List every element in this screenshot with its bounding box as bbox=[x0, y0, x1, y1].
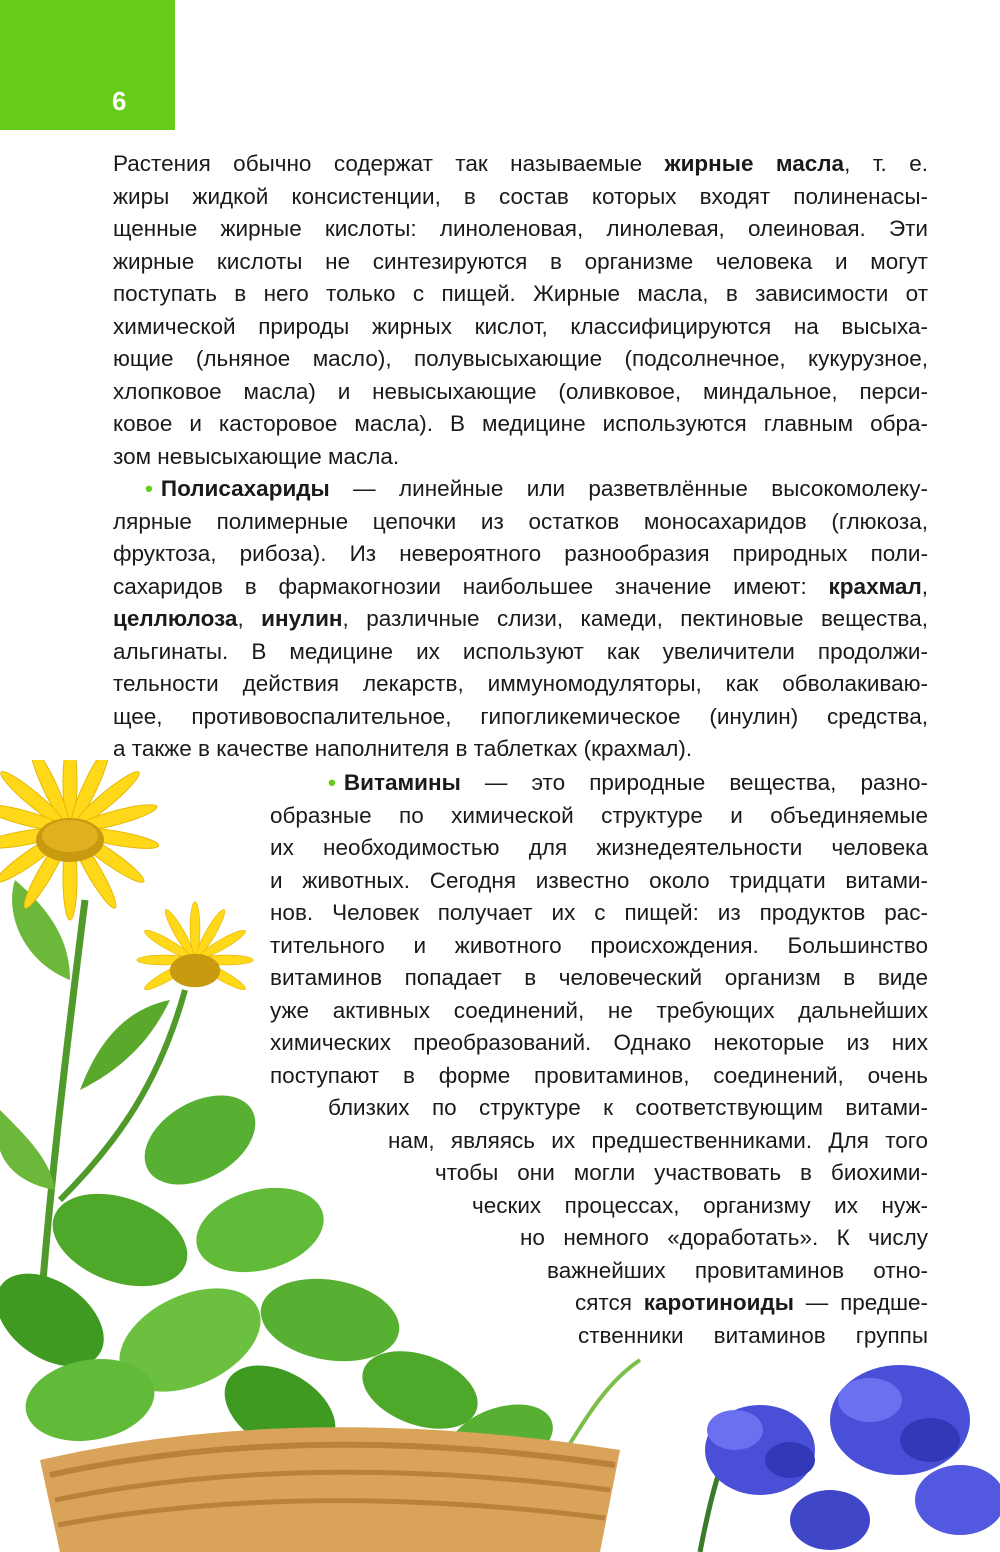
leaf-icon bbox=[12, 880, 70, 980]
plants-illustration bbox=[0, 760, 1000, 1552]
leaf-icon bbox=[0, 1110, 55, 1190]
text-line: поступают в форме провитаминов, соединений, очень bbox=[270, 1062, 928, 1088]
bold-term: Полисахариды bbox=[160, 476, 330, 501]
text-line: образные по химической структуре и объединяемые bbox=[270, 802, 928, 828]
text-line: ющие (льняное масло), полувысыхающие (подсолнечное, кукурузное, bbox=[113, 346, 928, 371]
text-line: но немного «доработать». К числу bbox=[520, 1225, 928, 1250]
text-line: зом невысыхающие масла. bbox=[113, 443, 400, 469]
text-line: ческих процессах, организму их нуж- bbox=[472, 1192, 928, 1218]
bullet-icon: • bbox=[328, 770, 336, 795]
text-line: щенные жирные кислоты: линоленовая, линолевая, олеиновая. Эти bbox=[113, 216, 928, 241]
basket-icon bbox=[40, 1427, 620, 1552]
text-line: тельности действия лекарств, иммуномодуляторы, как обволакиваю- bbox=[113, 671, 928, 696]
paragraph-fatty-oils bbox=[113, 148, 928, 473]
bold-term: каротиноиды bbox=[643, 1290, 794, 1315]
page-number: 6 bbox=[112, 86, 127, 116]
text-line: ковое и касторовое масла). В медицине используются главным обра- bbox=[113, 411, 928, 436]
text-line: поступать в него только с пищей. Жирные масла, в зависимости от bbox=[113, 281, 928, 306]
page-number-tab bbox=[0, 0, 175, 130]
bold-term: инулин bbox=[261, 606, 343, 631]
bold-term: жирные масла bbox=[664, 151, 845, 176]
text-line: целлюлоза, инулин, различные слизи, камеди, пектиновые вещества, bbox=[113, 606, 928, 631]
text-line: важнейших провитаминов отно- bbox=[547, 1257, 928, 1283]
text-line: сятся каротиноиды — предше- bbox=[575, 1290, 929, 1315]
text-line: щее, противовоспалительное, гипогликемическое (инулин) средства, bbox=[113, 703, 928, 729]
text-line: тительного и животного происхождения. Большинство bbox=[270, 932, 928, 958]
text-line: а также в качестве наполнителя в таблетках (крахмал). bbox=[113, 736, 693, 761]
text-line: чтобы они могли участвовать в биохими- bbox=[435, 1160, 928, 1185]
text-line: уже активных соединений, не требующих дальнейших bbox=[270, 997, 928, 1023]
blue-flower-icon bbox=[700, 1365, 1000, 1552]
text-line: • Полисахариды — линейные или разветвлённые высокомолеку- bbox=[145, 476, 928, 501]
text-line: химической природы жирных кислот, классифицируются на высыха- bbox=[113, 313, 928, 339]
bullet-icon: • bbox=[145, 476, 153, 501]
text-line: нов. Человек получает их с пищей: из продуктов рас- bbox=[270, 900, 928, 925]
text-line: витаминов попадает в человеческий организм в виде bbox=[270, 965, 928, 990]
paragraph-polysaccharides bbox=[113, 473, 928, 766]
text-line: Растения обычно содержат так называемые жирные масла, т. е. bbox=[113, 151, 928, 176]
text-line: • Витамины — это природные вещества, разно- bbox=[328, 770, 928, 795]
bold-term: крахмал bbox=[828, 573, 922, 599]
text-line: жирные кислоты не синтезируются в организме человека и могут bbox=[113, 248, 928, 274]
text-line: близких по структуре к соответствующим витами- bbox=[328, 1095, 928, 1120]
text-line: сахаридов в фармакогнозии наибольшее значение имеют: крахмал, bbox=[113, 573, 928, 599]
yellow-flower-icon bbox=[137, 902, 253, 993]
text-line: жиры жидкой консистенции, в состав которых входят полиненасы- bbox=[113, 183, 928, 209]
bold-term: целлюлоза bbox=[113, 606, 238, 631]
text-line: ственники витаминов группы bbox=[578, 1322, 928, 1348]
text-line: фруктоза, рибоза). Из невероятного разнообразия природных поли- bbox=[113, 541, 928, 566]
text-line: химических преобразований. Однако некоторые из них bbox=[270, 1030, 928, 1055]
text-line: лярные полимерные цепочки из остатков моносахаридов (глюкоза, bbox=[113, 508, 928, 534]
text-line: альгинаты. В медицине их используют как увеличители продолжи- bbox=[113, 638, 928, 664]
text-line: их необходимостью для жизнедеятельности человека bbox=[270, 835, 928, 860]
leaf-icon bbox=[80, 1000, 170, 1090]
mint-leaves-icon bbox=[0, 1077, 640, 1489]
bold-term: Витамины bbox=[343, 770, 461, 795]
text-line: и животных. Сегодня известно около тридцати витами- bbox=[270, 867, 928, 893]
text-line: нам, являясь их предшественниками. Для того bbox=[388, 1127, 928, 1153]
text-line: хлопковое масла) и невысыхающие (оливковое, миндальное, перси- bbox=[113, 378, 928, 404]
